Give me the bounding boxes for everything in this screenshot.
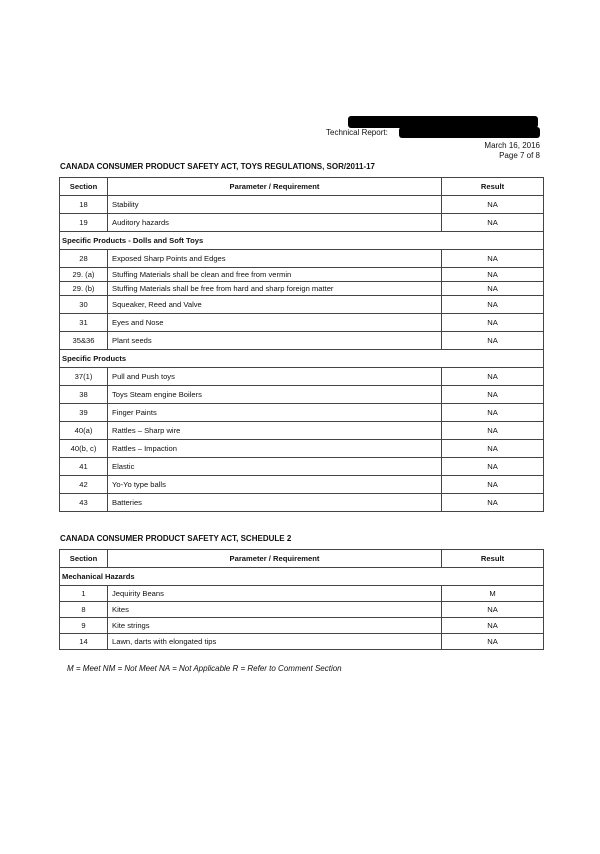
section-cell: 30 — [60, 296, 108, 314]
section-cell: 1 — [60, 586, 108, 602]
section-cell: 41 — [60, 458, 108, 476]
result-cell: NA — [442, 196, 544, 214]
group-label: Mechanical Hazards — [60, 568, 544, 586]
table-row — [60, 332, 544, 350]
section-cell: 35&36 — [60, 332, 108, 350]
schedule-2-table — [59, 549, 544, 650]
section-cell: 19 — [60, 214, 108, 232]
requirement-cell: Eyes and Nose — [108, 314, 442, 332]
table-row — [60, 282, 544, 296]
requirement-cell: Stuffing Materials shall be free from hard and sharp foreign matter — [108, 282, 442, 296]
report-date: March 16, 2016 — [484, 141, 540, 150]
table-row — [60, 586, 544, 602]
group-label: Specific Products — [60, 350, 544, 368]
requirement-cell: Batteries — [108, 494, 442, 512]
group-row — [60, 568, 544, 586]
result-cell: NA — [442, 494, 544, 512]
table-row — [60, 214, 544, 232]
redaction-bar — [399, 127, 540, 138]
result-cell: NA — [442, 386, 544, 404]
result-cell: NA — [442, 476, 544, 494]
requirement-cell: Toys Steam engine Boilers — [108, 386, 442, 404]
section-cell: 29. (b) — [60, 282, 108, 296]
group-row — [60, 232, 544, 250]
table-row — [60, 250, 544, 268]
section-cell: 28 — [60, 250, 108, 268]
requirement-cell: Exposed Sharp Points and Edges — [108, 250, 442, 268]
requirement-cell: Stability — [108, 196, 442, 214]
group-row — [60, 350, 544, 368]
table-row — [60, 268, 544, 282]
toys-regulations-table — [59, 177, 544, 512]
result-cell: NA — [442, 422, 544, 440]
column-header-requirement: Parameter / Requirement — [108, 550, 442, 568]
result-cell: NA — [442, 440, 544, 458]
requirement-cell: Rattles – Impaction — [108, 440, 442, 458]
requirement-cell: Kite strings — [108, 618, 442, 634]
section-cell: 9 — [60, 618, 108, 634]
page-number: Page 7 of 8 — [499, 151, 540, 160]
result-cell: NA — [442, 458, 544, 476]
requirement-cell: Jequirity Beans — [108, 586, 442, 602]
requirement-cell: Pull and Push toys — [108, 368, 442, 386]
result-cell: M — [442, 586, 544, 602]
requirement-cell: Stuffing Materials shall be clean and free from vermin — [108, 268, 442, 282]
table-row — [60, 314, 544, 332]
table-row — [60, 296, 544, 314]
column-header-requirement: Parameter / Requirement — [108, 178, 442, 196]
section-cell: 38 — [60, 386, 108, 404]
result-legend: M = Meet NM = Not Meet NA = Not Applicable R = Refer to Comment Section — [67, 664, 342, 673]
result-cell: NA — [442, 602, 544, 618]
section-title-schedule-2: CANADA CONSUMER PRODUCT SAFETY ACT, SCHEDULE 2 — [60, 534, 292, 543]
table-row — [60, 404, 544, 422]
requirement-cell: Kites — [108, 602, 442, 618]
result-cell: NA — [442, 296, 544, 314]
section-cell: 42 — [60, 476, 108, 494]
section-cell: 29. (a) — [60, 268, 108, 282]
table-row — [60, 196, 544, 214]
section-cell: 31 — [60, 314, 108, 332]
column-header-result: Result — [442, 550, 544, 568]
section-cell: 43 — [60, 494, 108, 512]
section-cell: 8 — [60, 602, 108, 618]
section-cell: 39 — [60, 404, 108, 422]
table-body — [60, 568, 544, 650]
result-cell: NA — [442, 332, 544, 350]
section-cell: 18 — [60, 196, 108, 214]
result-cell: NA — [442, 368, 544, 386]
table-body — [60, 196, 544, 512]
section-cell: 14 — [60, 634, 108, 650]
column-header-result: Result — [442, 178, 544, 196]
section-cell: 40(b, c) — [60, 440, 108, 458]
result-cell: NA — [442, 634, 544, 650]
result-cell: NA — [442, 214, 544, 232]
group-label: Specific Products - Dolls and Soft Toys — [60, 232, 544, 250]
result-cell: NA — [442, 268, 544, 282]
table-row — [60, 494, 544, 512]
column-header-section: Section — [60, 550, 108, 568]
column-header-section: Section — [60, 178, 108, 196]
section-cell: 37(1) — [60, 368, 108, 386]
table-row — [60, 476, 544, 494]
result-cell: NA — [442, 404, 544, 422]
requirement-cell: Lawn, darts with elongated tips — [108, 634, 442, 650]
result-cell: NA — [442, 250, 544, 268]
section-cell: 40(a) — [60, 422, 108, 440]
table-row — [60, 618, 544, 634]
result-cell: NA — [442, 618, 544, 634]
requirement-cell: Squeaker, Reed and Valve — [108, 296, 442, 314]
technical-report-label: Technical Report: — [326, 128, 388, 137]
table-row — [60, 368, 544, 386]
requirement-cell: Rattles – Sharp wire — [108, 422, 442, 440]
requirement-cell: Elastic — [108, 458, 442, 476]
requirement-cell: Yo-Yo type balls — [108, 476, 442, 494]
section-title-toys-regulations: CANADA CONSUMER PRODUCT SAFETY ACT, TOYS REGULATIONS, SOR/2011-17 — [60, 162, 376, 171]
table-row — [60, 634, 544, 650]
table-row — [60, 440, 544, 458]
requirement-cell: Finger Paints — [108, 404, 442, 422]
result-cell: NA — [442, 282, 544, 296]
table-row — [60, 386, 544, 404]
requirement-cell: Auditory hazards — [108, 214, 442, 232]
table-row — [60, 458, 544, 476]
table-row — [60, 422, 544, 440]
requirement-cell: Plant seeds — [108, 332, 442, 350]
result-cell: NA — [442, 314, 544, 332]
table-row — [60, 602, 544, 618]
